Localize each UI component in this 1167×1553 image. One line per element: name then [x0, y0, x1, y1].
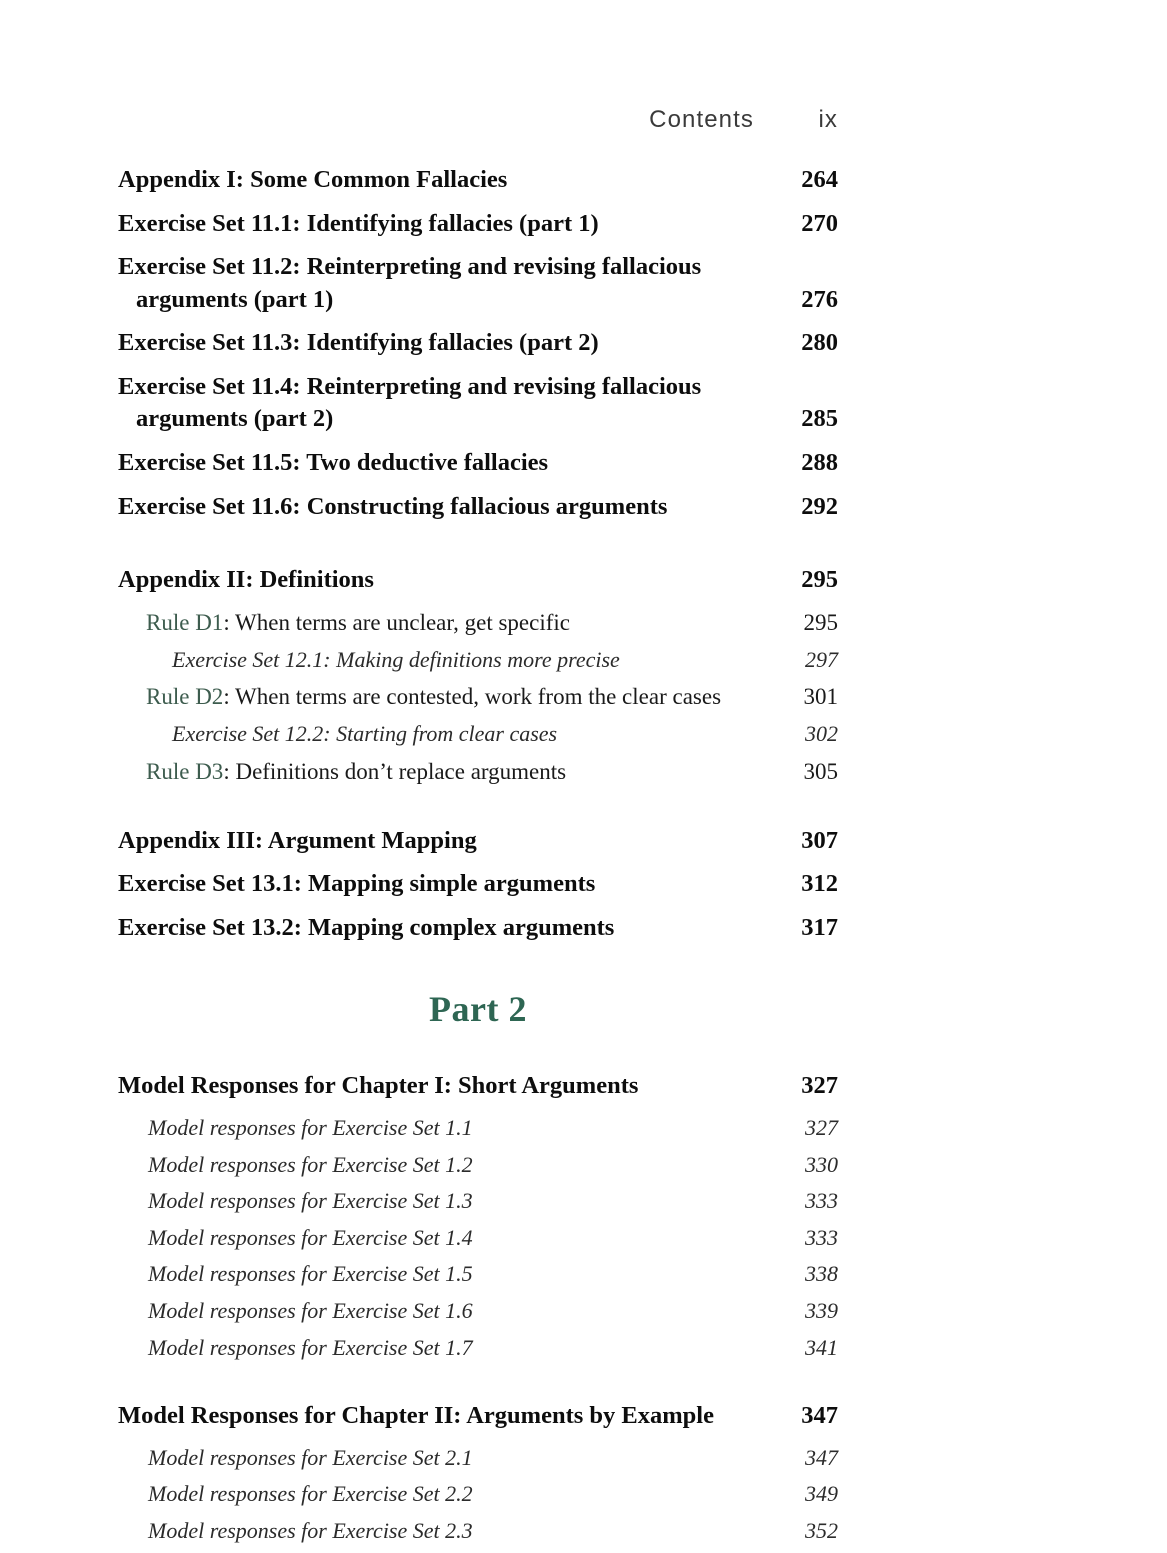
- toc-entry-page: 339: [805, 1297, 838, 1323]
- toc-entry[interactable]: [118, 1297, 838, 1326]
- toc-entry[interactable]: [118, 608, 838, 638]
- toc-group-part2-chapter-two: [118, 1400, 838, 1545]
- toc-entry[interactable]: [118, 164, 838, 197]
- toc-entry-page: 317: [801, 913, 838, 941]
- page-folio: ix: [818, 106, 838, 133]
- toc-entry-page: 295: [801, 566, 838, 594]
- toc-entry[interactable]: [118, 208, 838, 241]
- toc-entry-page: 288: [801, 449, 838, 477]
- toc-group-appendix-two: [118, 564, 838, 786]
- toc-entry-label: Model responses for Exercise Set 1.7: [148, 1334, 473, 1360]
- part-divider-heading: Part 2: [429, 989, 527, 1030]
- toc-entry-page: 327: [801, 1072, 838, 1100]
- toc-group-appendix-one: [118, 164, 838, 523]
- toc-entry-label: Exercise Set 11.1: Identifying fallacies (part 1): [118, 209, 599, 237]
- toc-entry[interactable]: [118, 327, 838, 360]
- toc-entry[interactable]: [118, 912, 838, 945]
- toc-entry[interactable]: [118, 1517, 838, 1546]
- toc-entry[interactable]: [118, 825, 838, 858]
- toc-entry-page: 347: [805, 1444, 838, 1470]
- toc-entry-label: [118, 757, 566, 787]
- toc-entry-label: Exercise Set 12.1: Making definitions more precise: [172, 646, 620, 672]
- toc-entry-page: 333: [805, 1224, 838, 1250]
- toc-entry-text: : When terms are contested, work from the clear cases: [223, 684, 722, 710]
- toc-entry[interactable]: [118, 1260, 838, 1289]
- toc-entry[interactable]: [118, 757, 838, 787]
- running-head: [118, 106, 838, 134]
- toc-entry-label: Exercise Set 11.3: Identifying fallacies (part 2): [118, 329, 599, 357]
- toc-entry[interactable]: [118, 1334, 838, 1363]
- toc-entry-label: Model responses for Exercise Set 2.2: [148, 1481, 473, 1507]
- toc-entry-page: 307: [801, 826, 838, 854]
- table-of-contents: [118, 164, 838, 1553]
- toc-entry-label: Exercise Set 13.1: Mapping simple arguments: [118, 870, 596, 898]
- toc-entry-label: Model responses for Exercise Set 1.2: [148, 1151, 473, 1177]
- toc-entry[interactable]: [118, 1070, 838, 1103]
- toc-entry-label: [118, 682, 721, 712]
- rule-tag: Rule D1: [146, 609, 224, 635]
- toc-entry-page: 270: [801, 209, 838, 237]
- toc-entry-text: : When terms are unclear, get specific: [223, 609, 570, 635]
- toc-entry-page: 333: [805, 1188, 838, 1214]
- toc-entry-label: Model responses for Exercise Set 1.6: [148, 1297, 473, 1323]
- toc-entry-page: 330: [805, 1151, 838, 1177]
- toc-group-appendix-three: [118, 825, 838, 945]
- toc-entry-page: 301: [803, 684, 838, 710]
- toc-entry-page: 338: [805, 1261, 838, 1287]
- toc-entry[interactable]: [118, 1480, 838, 1509]
- toc-entry-page: 327: [805, 1114, 838, 1140]
- toc-entry-page: 302: [805, 721, 838, 747]
- toc-entry-text: : Definitions don’t replace arguments: [223, 758, 567, 784]
- toc-entry-page: 305: [803, 758, 838, 784]
- toc-entry[interactable]: [118, 491, 838, 524]
- toc-entry-label: Model responses for Exercise Set 2.1: [148, 1444, 473, 1470]
- toc-entry-page: 276: [801, 285, 838, 313]
- toc-entry[interactable]: [118, 682, 838, 712]
- toc-entry-label: Appendix III: Argument Mapping: [118, 826, 477, 854]
- toc-entry[interactable]: [118, 868, 838, 901]
- rule-tag: Rule D3: [146, 758, 224, 784]
- toc-entry-page: 285: [801, 405, 838, 433]
- toc-entry[interactable]: [118, 251, 838, 316]
- toc-entry-page: 292: [801, 492, 838, 520]
- toc-entry-label: Model Responses for Chapter II: Arguments by Example: [118, 1402, 714, 1430]
- section-spacer: [118, 534, 838, 564]
- toc-entry[interactable]: [118, 1400, 838, 1433]
- toc-entry-label: Model responses for Exercise Set 2.3: [148, 1517, 473, 1543]
- toc-entry[interactable]: [118, 646, 838, 675]
- toc-entry-label: Model Responses for Chapter I: Short Arguments: [118, 1072, 639, 1100]
- toc-entry-label: Exercise Set 13.2: Mapping complex arguments: [118, 913, 615, 941]
- toc-entry-label: Appendix I: Some Common Fallacies: [118, 166, 508, 193]
- toc-entry[interactable]: [118, 720, 838, 749]
- toc-entry-label: Exercise Set 11.5: Two deductive fallacies: [118, 449, 549, 477]
- toc-entry[interactable]: [118, 1151, 838, 1180]
- toc-entry-label: Exercise Set 12.2: Starting from clear cases: [172, 721, 558, 747]
- section-spacer: [118, 1370, 838, 1400]
- toc-entry-page: 264: [801, 166, 838, 193]
- toc-entry-label: Model responses for Exercise Set 1.3: [148, 1188, 473, 1214]
- toc-entry-label: Exercise Set 11.4: Reinterpreting and revising fallacious arguments (part 2): [118, 372, 702, 433]
- toc-entry-label: Model responses for Exercise Set 1.1: [148, 1114, 473, 1140]
- toc-entry-page: 297: [805, 646, 838, 672]
- toc-entry[interactable]: [118, 1114, 838, 1143]
- toc-entry-label: Model responses for Exercise Set 1.4: [148, 1224, 473, 1250]
- toc-entry-page: 280: [801, 329, 838, 357]
- toc-entry[interactable]: [118, 371, 838, 436]
- toc-entry-label: [118, 608, 570, 638]
- toc-group-part2-chapter-one: [118, 1070, 838, 1362]
- toc-entry-page: 349: [805, 1481, 838, 1507]
- toc-entry[interactable]: [118, 1444, 838, 1473]
- toc-entry-page: 352: [805, 1517, 838, 1543]
- rule-tag: Rule D2: [146, 684, 224, 710]
- toc-entry-label: Appendix II: Definitions: [118, 566, 374, 594]
- toc-entry-page: 341: [805, 1334, 838, 1360]
- toc-entry[interactable]: [118, 1224, 838, 1253]
- toc-entry-label: Model responses for Exercise Set 1.5: [148, 1261, 473, 1287]
- toc-entry-page: 347: [801, 1402, 838, 1430]
- toc-entry-label: Exercise Set 11.2: Reinterpreting and revising fallacious arguments (part 1): [118, 253, 702, 313]
- toc-entry[interactable]: [118, 447, 838, 480]
- section-spacer: [118, 795, 838, 825]
- toc-entry-label: Exercise Set 11.6: Constructing fallacious arguments: [118, 492, 668, 520]
- toc-entry-page: 312: [801, 870, 838, 898]
- toc-entry[interactable]: [118, 564, 838, 597]
- running-head-title: Contents: [649, 106, 754, 133]
- toc-entry-page: 295: [803, 609, 838, 635]
- toc-entry[interactable]: [118, 1187, 838, 1216]
